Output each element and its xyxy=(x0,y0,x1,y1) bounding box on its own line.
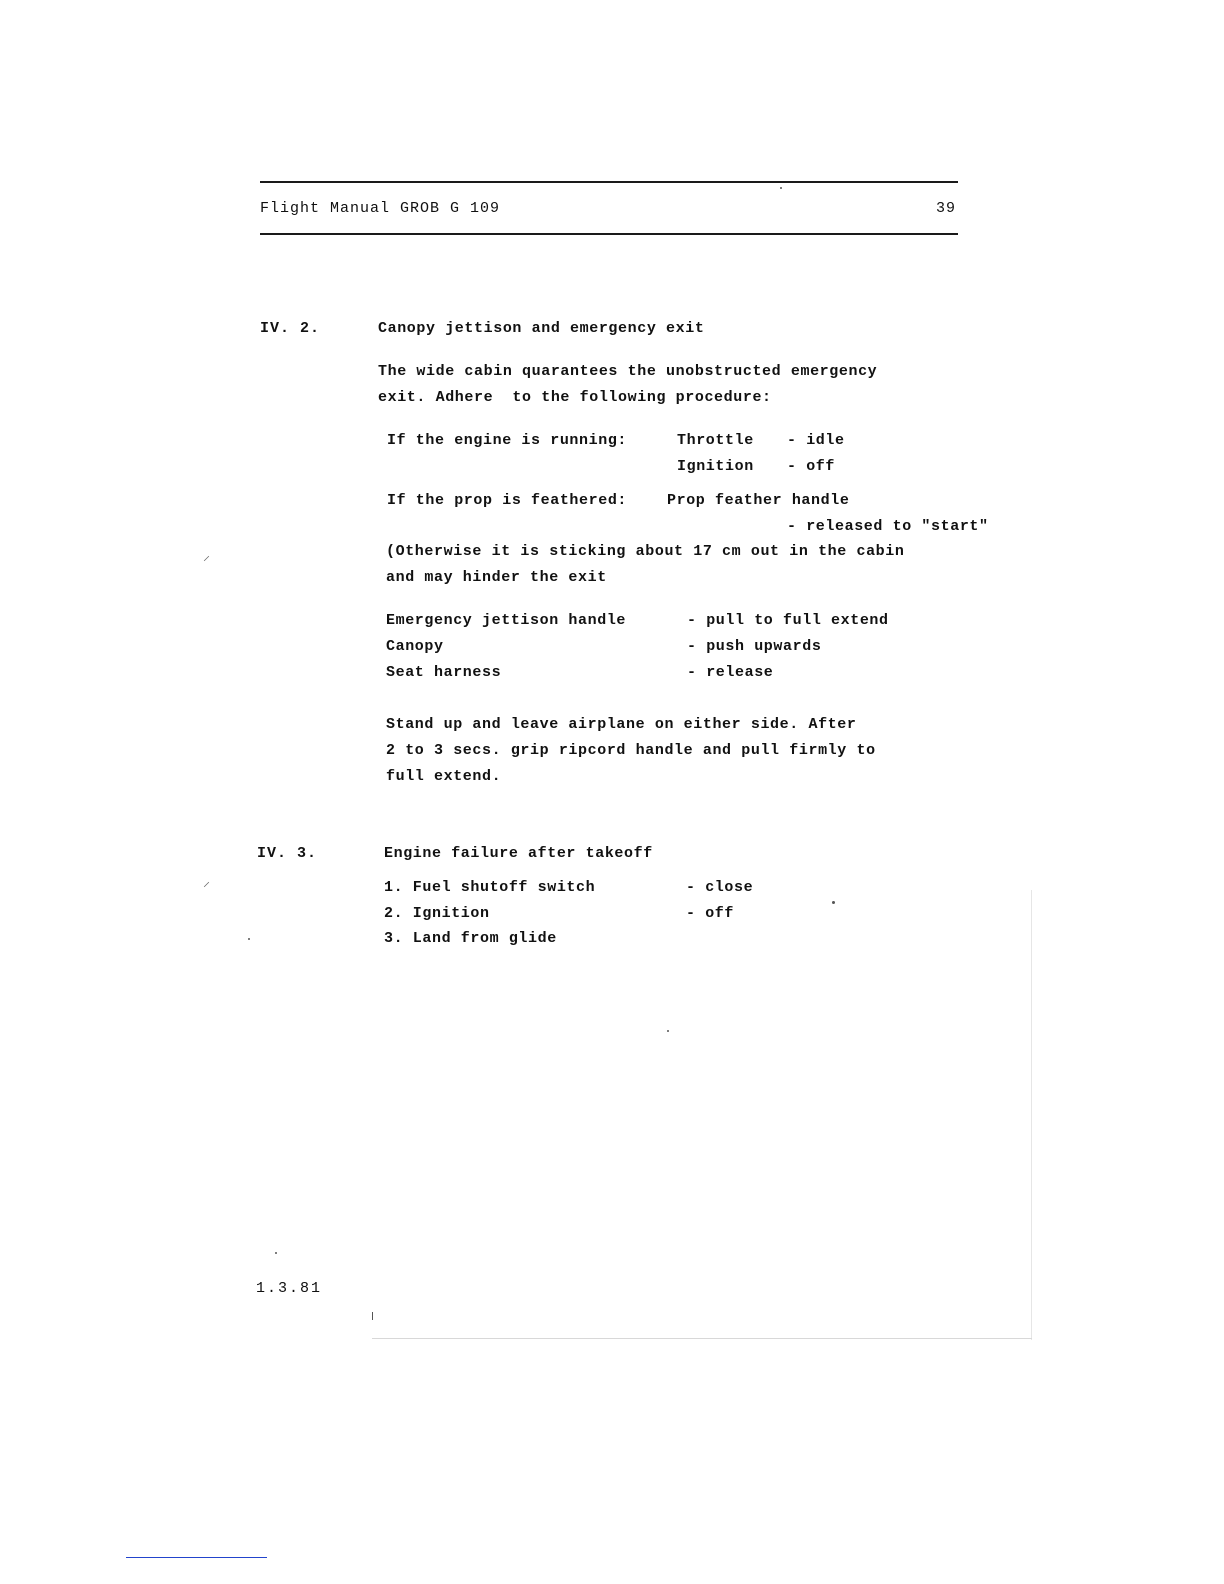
scan-edge xyxy=(372,1338,1032,1339)
feathered-condition: If the prop is feathered: xyxy=(387,492,628,509)
running-item-label: Throttle xyxy=(677,432,754,449)
step-label: 2. Ignition xyxy=(384,905,490,922)
section-number: IV. 3. xyxy=(257,845,318,862)
step-label: 1. Fuel shutoff switch xyxy=(384,879,596,896)
speck xyxy=(780,187,782,189)
speck xyxy=(248,938,250,940)
margin-mark: ⸝ xyxy=(203,549,211,565)
step-action: - push upwards xyxy=(687,638,822,655)
scan-edge xyxy=(1031,890,1032,1340)
feathered-item: Prop feather handle xyxy=(667,492,850,509)
revision-date: 1.3.81 xyxy=(256,1280,323,1297)
step-label: Seat harness xyxy=(386,664,502,681)
final-line: Stand up and leave airplane on either side. After xyxy=(386,716,857,733)
step-action: - off xyxy=(686,905,735,922)
running-condition: If the engine is running: xyxy=(387,432,628,449)
speck xyxy=(667,1030,669,1032)
intro-line: The wide cabin quarantees the unobstructed emergency xyxy=(378,363,878,380)
section-title: Canopy jettison and emergency exit xyxy=(378,320,705,337)
running-item-label: Ignition xyxy=(677,458,754,475)
section-number: IV. 2. xyxy=(260,320,321,337)
step-action: - close xyxy=(686,879,754,896)
step-action: - pull to full extend xyxy=(687,612,889,629)
final-line: full extend. xyxy=(386,768,502,785)
feathered-action: - released to "start" xyxy=(787,518,989,535)
final-line: 2 to 3 secs. grip ripcord handle and pull firmly to xyxy=(386,742,876,759)
speck xyxy=(832,901,835,904)
header-bottom-rule xyxy=(260,233,958,235)
speck xyxy=(372,1312,373,1320)
step-label: Canopy xyxy=(386,638,444,655)
running-item-action: - idle xyxy=(787,432,845,449)
manual-title: Flight Manual GROB G 109 xyxy=(260,200,501,217)
bottom-underline xyxy=(126,1557,267,1558)
step-label: Emergency jettison handle xyxy=(386,612,627,629)
header-top-rule xyxy=(260,181,958,183)
section-title: Engine failure after takeoff xyxy=(384,845,653,862)
note-line: and may hinder the exit xyxy=(386,569,607,586)
speck xyxy=(275,1252,277,1254)
page-number: 39 xyxy=(936,200,957,217)
step-action: - release xyxy=(687,664,774,681)
margin-mark: ⸝ xyxy=(203,875,211,891)
intro-line: exit. Adhere to the following procedure: xyxy=(378,389,772,406)
step-label: 3. Land from glide xyxy=(384,930,557,947)
note-line: (Otherwise it is sticking about 17 cm out in the cabin xyxy=(386,543,905,560)
running-item-action: - off xyxy=(787,458,836,475)
